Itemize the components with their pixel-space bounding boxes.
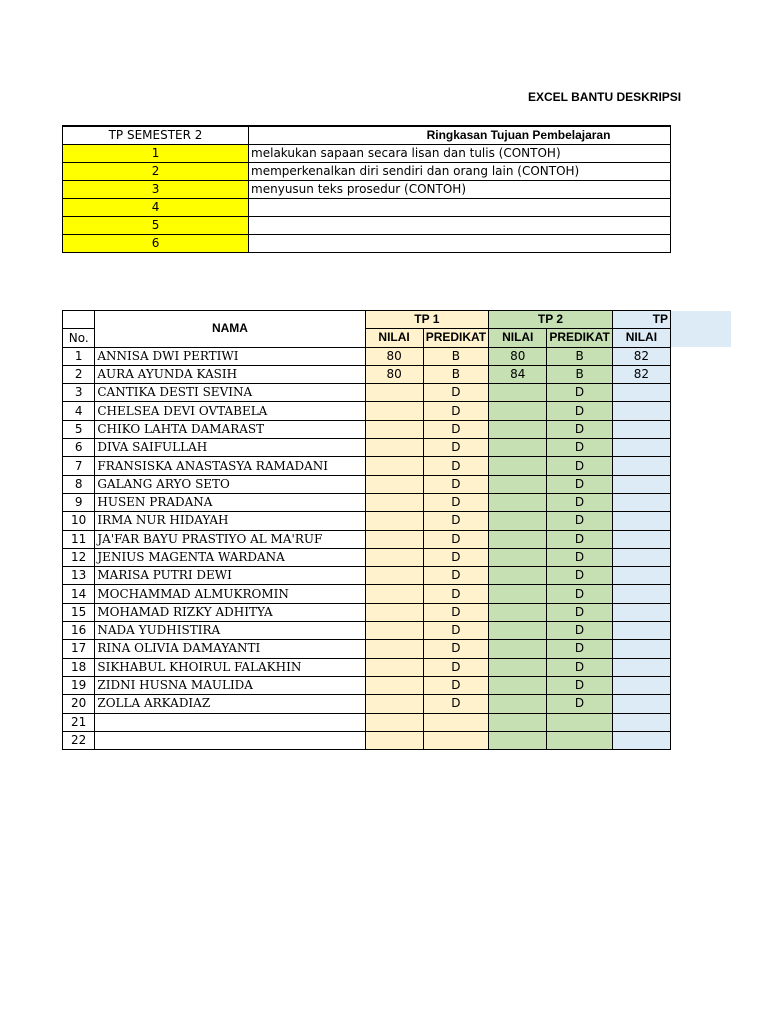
student-grades-table [62,310,671,750]
tp1-predikat-cell[interactable] [423,731,488,749]
student-name-cell[interactable]: MOCHAMMAD ALMUKROMIN [95,585,365,603]
tp2-nilai-cell[interactable] [489,658,547,676]
tp3-nilai-cell[interactable] [612,640,670,658]
tp3-nilai-cell[interactable] [612,439,670,457]
tp3-nilai-cell[interactable] [612,512,670,530]
tp-row [63,181,671,199]
student-row [63,365,671,383]
student-row [63,640,671,658]
tp2-nilai-cell[interactable] [489,731,547,749]
student-no-cell[interactable]: 12 [63,548,95,566]
tp-description-cell[interactable] [249,235,671,253]
tp2-nilai-cell[interactable] [489,384,547,402]
tp2-predikat-cell[interactable]: B [547,365,612,383]
tp2-nilai-cell[interactable] [489,475,547,493]
student-name-cell[interactable]: ANNISA DWI PERTIWI [95,347,365,365]
tp-row [63,145,671,163]
tp2-predikat-cell[interactable]: D [547,658,612,676]
student-no-cell[interactable]: 15 [63,603,95,621]
tp3-nilai-cell[interactable] [612,475,670,493]
student-name-cell[interactable]: CANTIKA DESTI SEVINA [95,384,365,402]
tp1-nilai-header[interactable]: NILAI [365,329,423,347]
tp1-nilai-cell[interactable] [365,402,423,420]
tp1-predikat-cell[interactable]: D [423,676,488,694]
tp2-predikat-cell[interactable]: D [547,548,612,566]
tp-summary-table [62,125,671,253]
tp3-nilai-cell[interactable] [612,548,670,566]
nama-header[interactable]: NAMA [95,311,365,348]
student-row [63,567,671,585]
student-no-cell[interactable]: 20 [63,695,95,713]
student-name-cell[interactable]: CHELSEA DEVI OVTABELA [95,402,365,420]
tp3-nilai-cell[interactable] [612,695,670,713]
tp-row [63,163,671,181]
tp2-nilai-cell[interactable] [489,512,547,530]
tp1-predikat-cell[interactable]: D [423,493,488,511]
student-row [63,512,671,530]
tp-number-cell[interactable]: 3 [63,181,249,199]
student-row [63,347,671,365]
student-row [63,713,671,731]
tp2-predikat-cell[interactable]: D [547,530,612,548]
student-name-cell[interactable]: IRMA NUR HIDAYAH [95,512,365,530]
tp2-predikat-cell[interactable]: D [547,603,612,621]
tp-number-cell[interactable]: 1 [63,145,249,163]
tp-number-cell[interactable]: 2 [63,163,249,181]
tp2-header[interactable]: TP 2 [489,311,613,329]
tp1-predikat-cell[interactable]: D [423,622,488,640]
tp1-predikat-cell[interactable]: D [423,695,488,713]
tp-number-cell[interactable]: 6 [63,235,249,253]
tp3-header-overflow-fill [671,311,731,347]
tp3-nilai-cell[interactable] [612,530,670,548]
student-row [63,493,671,511]
student-no-cell[interactable]: 5 [63,420,95,438]
student-row [63,384,671,402]
student-no-cell[interactable]: 8 [63,475,95,493]
tp-description-cell[interactable] [249,217,671,235]
tp-header-row [63,126,671,145]
tp2-nilai-cell[interactable] [489,676,547,694]
student-name-cell[interactable]: GALANG ARYO SETO [95,475,365,493]
tp2-predikat-cell[interactable]: D [547,493,612,511]
tp3-nilai-cell[interactable] [612,402,670,420]
tp1-header[interactable]: TP 1 [365,311,489,329]
tp2-predikat-cell[interactable]: D [547,567,612,585]
student-no-cell[interactable]: 10 [63,512,95,530]
tp1-nilai-cell[interactable] [365,640,423,658]
tp3-nilai-cell[interactable] [612,384,670,402]
tp-number-cell[interactable]: 4 [63,199,249,217]
tp2-predikat-cell[interactable]: D [547,640,612,658]
student-row [63,475,671,493]
tp1-predikat-cell[interactable]: D [423,658,488,676]
tp1-predikat-cell[interactable]: D [423,567,488,585]
tp2-nilai-cell[interactable] [489,457,547,475]
tp-semester-header[interactable]: TP SEMESTER 2 [63,126,249,145]
tp2-predikat-cell[interactable]: D [547,475,612,493]
tp2-nilai-header[interactable]: NILAI [489,329,547,347]
student-name-cell[interactable]: HUSEN PRADANA [95,493,365,511]
student-row [63,402,671,420]
no-header-top[interactable] [63,311,95,329]
student-no-cell[interactable]: 21 [63,713,95,731]
tp1-predikat-cell[interactable]: D [423,640,488,658]
tp1-predikat-cell[interactable]: B [423,365,488,383]
tp-row [63,199,671,217]
tp1-nilai-cell[interactable] [365,457,423,475]
tp2-predikat-cell[interactable] [547,713,612,731]
tp1-nilai-cell[interactable] [365,658,423,676]
tp2-predikat-cell[interactable]: B [547,347,612,365]
tp2-nilai-cell[interactable] [489,585,547,603]
student-no-cell[interactable]: 4 [63,402,95,420]
tp1-predikat-cell[interactable]: D [423,402,488,420]
student-no-cell[interactable]: 9 [63,493,95,511]
student-no-cell[interactable]: 18 [63,658,95,676]
student-name-cell[interactable]: JA'FAR BAYU PRASTIYO AL MA'RUF [95,530,365,548]
student-row [63,622,671,640]
tp2-predikat-cell[interactable]: D [547,585,612,603]
tp-row [63,235,671,253]
student-no-cell[interactable]: 13 [63,567,95,585]
tp1-predikat-cell[interactable]: B [423,347,488,365]
tp2-predikat-header[interactable]: PREDIKAT [547,329,612,347]
tp3-header[interactable]: TP [612,311,670,329]
tp3-nilai-cell[interactable] [612,713,670,731]
tp2-nilai-cell[interactable] [489,493,547,511]
tp2-nilai-cell[interactable] [489,530,547,548]
tp-number-cell[interactable]: 5 [63,217,249,235]
tp3-nilai-cell[interactable] [612,567,670,585]
tp1-nilai-cell[interactable] [365,420,423,438]
tp2-nilai-cell[interactable] [489,402,547,420]
student-no-cell[interactable]: 16 [63,622,95,640]
tp2-predikat-cell[interactable]: D [547,402,612,420]
tp3-nilai-cell[interactable] [612,622,670,640]
tp3-nilai-cell[interactable]: 82 [612,347,670,365]
student-name-cell[interactable]: JENIUS MAGENTA WARDANA [95,548,365,566]
student-no-cell[interactable]: 17 [63,640,95,658]
tp-description-cell[interactable]: menyusun teks prosedur (CONTOH) [249,181,671,199]
student-row [63,585,671,603]
student-name-cell[interactable]: CHIKO LAHTA DAMARAST [95,420,365,438]
tp3-nilai-cell[interactable] [612,676,670,694]
tp1-nilai-cell[interactable] [365,622,423,640]
tp1-nilai-cell[interactable] [365,384,423,402]
student-row [63,603,671,621]
page-title: EXCEL BANTU DESKRIPSI [528,90,682,104]
student-no-cell[interactable]: 19 [63,676,95,694]
student-name-cell[interactable] [95,713,365,731]
tp2-nilai-cell[interactable] [489,567,547,585]
tp1-nilai-cell[interactable] [365,585,423,603]
tp-description-cell[interactable] [249,199,671,217]
tp1-nilai-cell[interactable] [365,493,423,511]
tp2-nilai-cell[interactable] [489,439,547,457]
tp1-predikat-cell[interactable]: D [423,384,488,402]
tp2-nilai-cell[interactable]: 84 [489,365,547,383]
tp2-nilai-cell[interactable] [489,420,547,438]
tp2-nilai-cell[interactable] [489,695,547,713]
tp3-nilai-cell[interactable] [612,493,670,511]
student-row [63,676,671,694]
student-no-cell[interactable]: 11 [63,530,95,548]
tp2-predikat-cell[interactable]: D [547,420,612,438]
tp2-predikat-cell[interactable]: D [547,439,612,457]
tp1-predikat-cell[interactable]: D [423,512,488,530]
tp1-predikat-cell[interactable] [423,713,488,731]
tp1-nilai-cell[interactable]: 80 [365,347,423,365]
tp2-nilai-cell[interactable] [489,622,547,640]
tp1-nilai-cell[interactable] [365,676,423,694]
student-name-cell[interactable]: ZOLLA ARKADIAZ [95,695,365,713]
tp2-predikat-cell[interactable]: D [547,622,612,640]
tp1-predikat-cell[interactable]: D [423,457,488,475]
student-no-cell[interactable]: 1 [63,347,95,365]
tp2-nilai-cell[interactable] [489,640,547,658]
tp2-predikat-cell[interactable]: D [547,512,612,530]
tp1-nilai-cell[interactable]: 80 [365,365,423,383]
tp2-predikat-cell[interactable]: D [547,676,612,694]
no-header[interactable]: No. [63,329,95,347]
tp1-predikat-cell[interactable]: D [423,475,488,493]
tp2-nilai-cell[interactable] [489,603,547,621]
student-name-cell[interactable]: DIVA SAIFULLAH [95,439,365,457]
tp1-nilai-cell[interactable] [365,713,423,731]
tp3-nilai-header[interactable]: NILAI [612,329,670,347]
tp1-nilai-cell[interactable] [365,695,423,713]
tp1-nilai-cell[interactable] [365,475,423,493]
tp1-nilai-cell[interactable] [365,530,423,548]
student-row [63,695,671,713]
tp2-predikat-cell[interactable]: D [547,695,612,713]
tp1-predikat-cell[interactable]: D [423,439,488,457]
tp2-nilai-cell[interactable]: 80 [489,347,547,365]
tp-description-cell[interactable]: memperkenalkan diri sendiri dan orang lain (CONTOH) [249,163,671,181]
tp3-nilai-cell[interactable] [612,585,670,603]
student-no-cell[interactable]: 3 [63,384,95,402]
student-name-cell[interactable]: AURA AYUNDA KASIH [95,365,365,383]
student-row [63,457,671,475]
student-name-cell[interactable]: MARISA PUTRI DEWI [95,567,365,585]
tp1-nilai-cell[interactable] [365,603,423,621]
tp2-predikat-cell[interactable]: D [547,384,612,402]
tp1-nilai-cell[interactable] [365,567,423,585]
student-row [63,420,671,438]
student-no-cell[interactable]: 14 [63,585,95,603]
student-row [63,658,671,676]
student-name-cell[interactable]: MOHAMAD RIZKY ADHITYA [95,603,365,621]
student-no-cell[interactable]: 22 [63,731,95,749]
student-name-cell[interactable]: SIKHABUL KHOIRUL FALAKHIN [95,658,365,676]
grades-header-row-1 [63,311,671,329]
tp1-predikat-cell[interactable]: D [423,603,488,621]
tp3-nilai-cell[interactable] [612,457,670,475]
tp3-nilai-cell[interactable] [612,731,670,749]
student-name-cell[interactable]: RINA OLIVIA DAMAYANTI [95,640,365,658]
student-name-cell[interactable]: FRANSISKA ANASTASYA RAMADANI [95,457,365,475]
tp3-nilai-cell[interactable] [612,603,670,621]
tp-summary-header[interactable]: Ringkasan Tujuan Pembelajaran [249,126,671,145]
tp2-nilai-cell[interactable] [489,548,547,566]
tp1-predikat-cell[interactable]: D [423,548,488,566]
student-name-cell[interactable]: NADA YUDHISTIRA [95,622,365,640]
tp2-predikat-cell[interactable] [547,731,612,749]
tp1-predikat-cell[interactable]: D [423,420,488,438]
tp1-predikat-header[interactable]: PREDIKAT [423,329,488,347]
tp2-predikat-cell[interactable]: D [547,457,612,475]
tp-row [63,217,671,235]
tp1-nilai-cell[interactable] [365,548,423,566]
student-row [63,731,671,749]
student-row [63,439,671,457]
tp1-predikat-cell[interactable]: D [423,585,488,603]
student-row [63,530,671,548]
student-name-cell[interactable]: ZIDNI HUSNA MAULIDA [95,676,365,694]
tp1-predikat-cell[interactable]: D [423,530,488,548]
student-name-cell[interactable] [95,731,365,749]
student-row [63,548,671,566]
tp3-nilai-cell[interactable] [612,420,670,438]
tp1-nilai-cell[interactable] [365,731,423,749]
tp3-nilai-cell[interactable]: 82 [612,365,670,383]
student-no-cell[interactable]: 6 [63,439,95,457]
student-no-cell[interactable]: 7 [63,457,95,475]
tp2-nilai-cell[interactable] [489,713,547,731]
tp3-nilai-cell[interactable] [612,658,670,676]
tp-description-cell[interactable]: melakukan sapaan secara lisan dan tulis (CONTOH) [249,145,671,163]
tp1-nilai-cell[interactable] [365,512,423,530]
student-no-cell[interactable]: 2 [63,365,95,383]
tp1-nilai-cell[interactable] [365,439,423,457]
